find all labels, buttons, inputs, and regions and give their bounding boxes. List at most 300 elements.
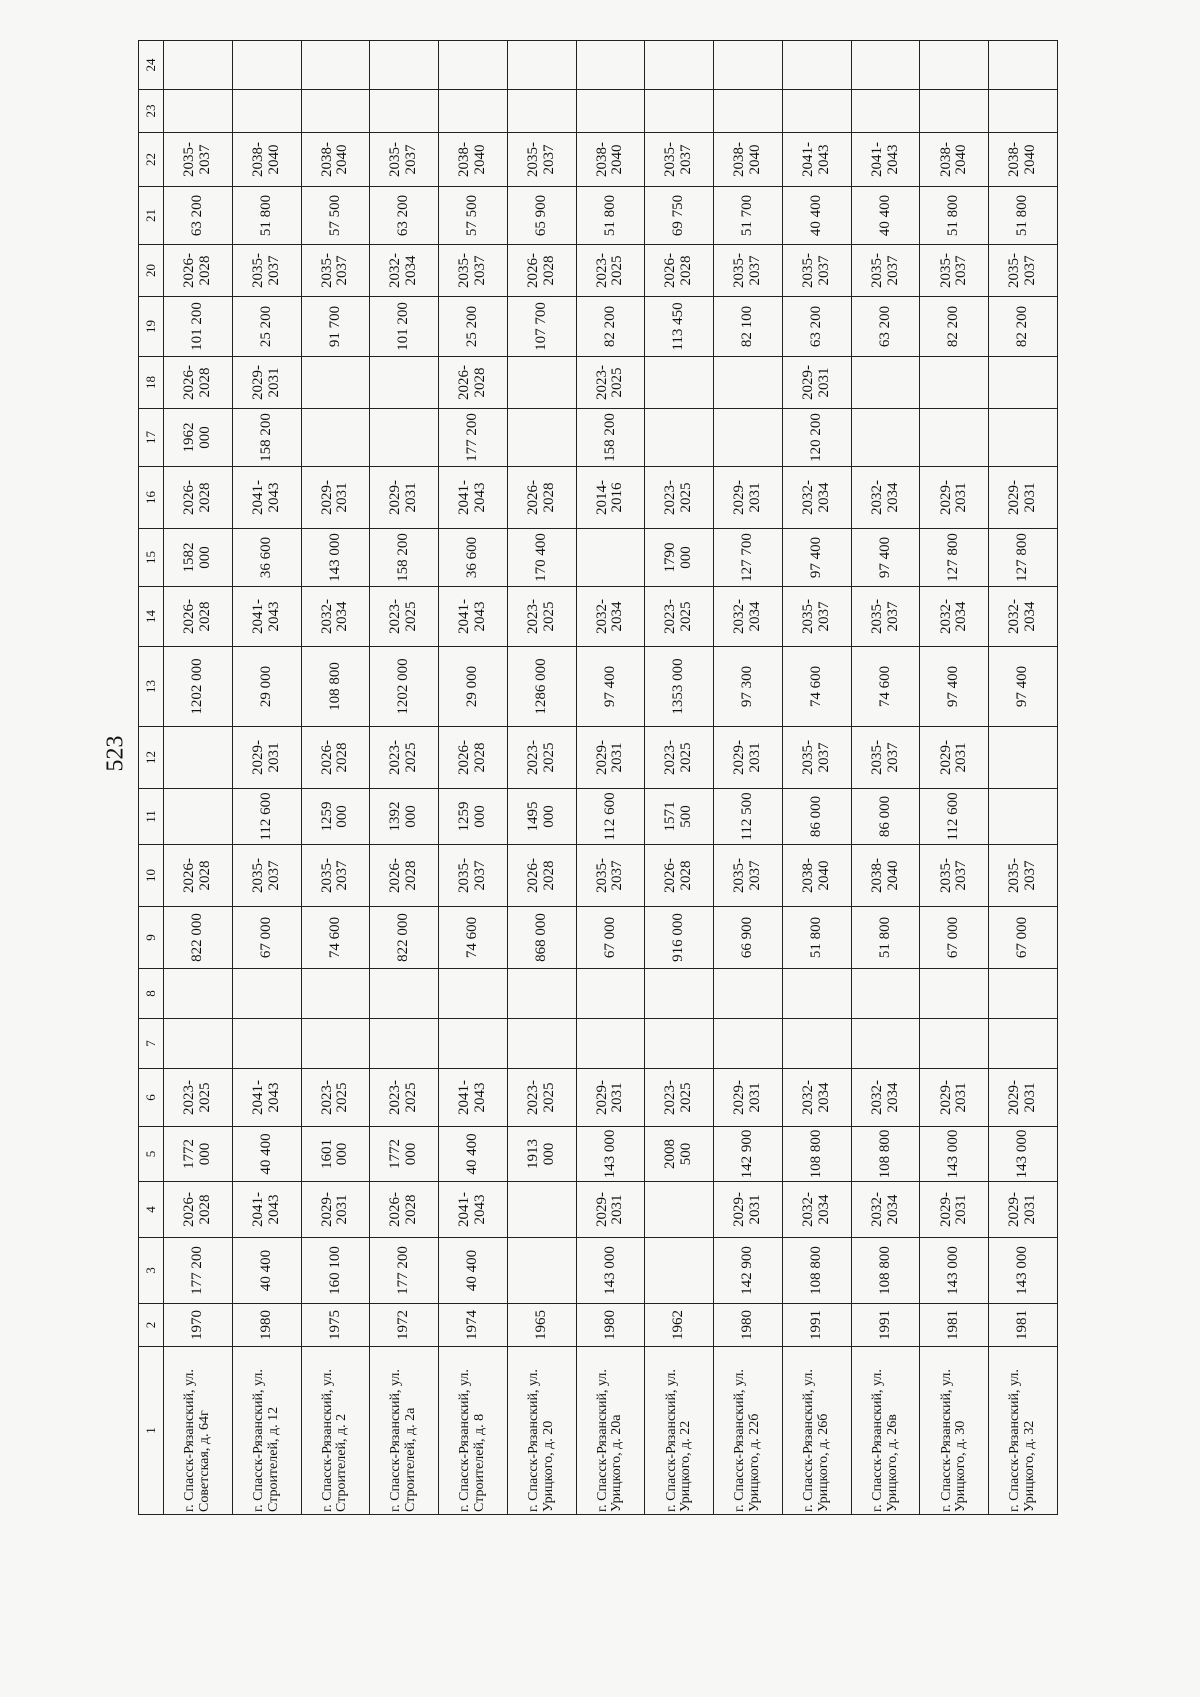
address-cell: г. Спасск-Рязанский, ул. Урицкого, д. 22б [714, 1347, 783, 1515]
column-header-5: 5 [139, 1127, 164, 1182]
table-cell: 2032-2034 [782, 467, 851, 529]
table-cell [576, 1019, 645, 1069]
table-cell: 67 000 [232, 907, 301, 969]
table-cell: 2038-2040 [920, 133, 989, 187]
table-cell: 2026-2028 [645, 245, 714, 297]
table-cell: 67 000 [920, 907, 989, 969]
table-cell: 25 200 [232, 297, 301, 357]
address-cell: г. Спасск-Рязанский, ул. Урицкого, д. 20 [507, 1347, 576, 1515]
table-cell [164, 969, 233, 1019]
table-cell: 2038-2040 [851, 845, 920, 907]
table-cell: 2035-2037 [370, 133, 439, 187]
table-cell: 158 200 [232, 409, 301, 467]
table-cell: 2035-2037 [164, 133, 233, 187]
address-cell: г. Спасск-Рязанский, ул. Строителей, д. 2 [301, 1347, 370, 1515]
table-cell: 2035-2037 [232, 245, 301, 297]
table-cell: 2029-2031 [576, 727, 645, 789]
table-cell [989, 1019, 1058, 1069]
table-cell: 40 400 [439, 1238, 508, 1304]
table-cell: 2035-2037 [920, 245, 989, 297]
table-cell: 36 600 [439, 529, 508, 587]
table-cell: 2032-2034 [301, 587, 370, 647]
table-cell: 2029-2031 [232, 357, 301, 409]
table-cell: 1772 000 [164, 1127, 233, 1182]
table-cell: 1991 [782, 1304, 851, 1347]
table-cell: 143 000 [301, 529, 370, 587]
table-cell: 2023-2025 [164, 1069, 233, 1127]
table-cell: 2029-2031 [714, 727, 783, 789]
table-cell: 1991 [851, 1304, 920, 1347]
table-cell: 2041-2043 [232, 587, 301, 647]
address-cell: г. Спасск-Рязанский, ул. Строителей, д. 2а [370, 1347, 439, 1515]
table-cell [920, 357, 989, 409]
table-cell: 1970 [164, 1304, 233, 1347]
table-cell: 1980 [576, 1304, 645, 1347]
table-cell [370, 41, 439, 90]
table-cell [714, 41, 783, 90]
table-cell: 2038-2040 [782, 845, 851, 907]
table-header-row [139, 41, 164, 1515]
table-cell: 1582 000 [164, 529, 233, 587]
table-cell: 112 600 [920, 789, 989, 845]
table-cell: 143 000 [989, 1127, 1058, 1182]
table-cell [782, 1019, 851, 1069]
table-cell: 2029-2031 [920, 1069, 989, 1127]
table-row [370, 41, 439, 1515]
table-row [576, 41, 645, 1515]
table-cell: 2032-2034 [576, 587, 645, 647]
table-cell: 108 800 [301, 647, 370, 727]
table-cell: 868 000 [507, 907, 576, 969]
table-cell [920, 41, 989, 90]
page-number: 523 [102, 735, 129, 772]
table-cell: 51 800 [232, 187, 301, 245]
table-cell: 67 000 [989, 907, 1058, 969]
table-cell: 916 000 [645, 907, 714, 969]
table-cell: 29 000 [232, 647, 301, 727]
table-cell: 2041-2043 [232, 1069, 301, 1127]
table-cell: 74 600 [782, 647, 851, 727]
table-cell: 2035-2037 [920, 845, 989, 907]
table-cell [576, 529, 645, 587]
table-cell: 51 800 [989, 187, 1058, 245]
table-cell: 2023-2025 [370, 727, 439, 789]
column-header-3: 3 [139, 1238, 164, 1304]
table-cell: 1981 [989, 1304, 1058, 1347]
table-cell: 1495 000 [507, 789, 576, 845]
table-cell: 2035-2037 [507, 133, 576, 187]
table-cell: 2035-2037 [782, 587, 851, 647]
table-cell [920, 969, 989, 1019]
table-cell [439, 969, 508, 1019]
table-cell [301, 41, 370, 90]
table-cell [576, 90, 645, 133]
table-cell [714, 409, 783, 467]
table-cell: 822 000 [164, 907, 233, 969]
table-cell: 2029-2031 [576, 1069, 645, 1127]
table-cell: 2023-2025 [507, 727, 576, 789]
table-cell: 2026-2028 [370, 845, 439, 907]
table-cell: 2041-2043 [232, 467, 301, 529]
table-cell: 69 750 [645, 187, 714, 245]
table-cell: 177 200 [439, 409, 508, 467]
table-cell [920, 1019, 989, 1069]
table-cell: 97 400 [782, 529, 851, 587]
address-cell: г. Спасск-Рязанский, ул. Урицкого, д. 26в [851, 1347, 920, 1515]
table-cell: 40 400 [232, 1127, 301, 1182]
table-cell: 82 200 [989, 297, 1058, 357]
column-header-12: 12 [139, 727, 164, 789]
table-cell: 97 400 [576, 647, 645, 727]
table-cell: 51 800 [851, 907, 920, 969]
table-cell: 2035-2037 [782, 245, 851, 297]
table-row [851, 41, 920, 1515]
table-cell [714, 90, 783, 133]
column-header-11: 11 [139, 789, 164, 845]
table-cell [645, 41, 714, 90]
column-header-16: 16 [139, 467, 164, 529]
table-cell: 57 500 [439, 187, 508, 245]
address-cell: г. Спасск-Рязанский, ул. Урицкого, д. 26б [782, 1347, 851, 1515]
column-header-22: 22 [139, 133, 164, 187]
table-cell: 2035-2037 [439, 845, 508, 907]
table-row [301, 41, 370, 1515]
table-cell [851, 1019, 920, 1069]
table-cell [989, 727, 1058, 789]
table-cell: 1353 000 [645, 647, 714, 727]
table-row [920, 41, 989, 1515]
table-cell: 97 300 [714, 647, 783, 727]
table-cell: 2038-2040 [439, 133, 508, 187]
table-cell: 2038-2040 [301, 133, 370, 187]
table-cell: 2032-2034 [851, 467, 920, 529]
table-cell: 2035-2037 [989, 245, 1058, 297]
table-cell: 1972 [370, 1304, 439, 1347]
table-cell [782, 969, 851, 1019]
table-cell: 2026-2028 [301, 727, 370, 789]
table-cell: 2035-2037 [645, 133, 714, 187]
table-cell: 2023-2025 [645, 467, 714, 529]
table-cell: 2032-2034 [782, 1069, 851, 1127]
table-cell: 82 200 [920, 297, 989, 357]
table-cell: 63 200 [851, 297, 920, 357]
table-cell [164, 90, 233, 133]
table-cell: 177 200 [164, 1238, 233, 1304]
table-cell: 142 900 [714, 1127, 783, 1182]
table-row [714, 41, 783, 1515]
table-cell: 112 600 [232, 789, 301, 845]
table-cell [989, 357, 1058, 409]
table-cell: 2026-2028 [164, 357, 233, 409]
column-header-10: 10 [139, 845, 164, 907]
table-cell: 2032-2034 [782, 1182, 851, 1238]
address-cell: г. Спасск-Рязанский, ул. Урицкого, д. 20а [576, 1347, 645, 1515]
table-cell: 1202 000 [370, 647, 439, 727]
table-cell: 2041-2043 [439, 1069, 508, 1127]
table-cell: 2032-2034 [370, 245, 439, 297]
table-cell: 2026-2028 [439, 727, 508, 789]
column-header-9: 9 [139, 907, 164, 969]
table-cell: 86 000 [782, 789, 851, 845]
table-cell [714, 357, 783, 409]
table-cell: 101 200 [164, 297, 233, 357]
table-cell: 127 800 [920, 529, 989, 587]
table-cell: 1962 [645, 1304, 714, 1347]
table-cell [576, 41, 645, 90]
address-cell: г. Спасск-Рязанский, ул. Строителей, д. 12 [232, 1347, 301, 1515]
table-cell: 2023-2025 [301, 1069, 370, 1127]
table-cell [507, 357, 576, 409]
table-cell: 127 700 [714, 529, 783, 587]
table-cell [507, 41, 576, 90]
column-header-4: 4 [139, 1182, 164, 1238]
table-cell [370, 409, 439, 467]
table-cell [645, 969, 714, 1019]
table-cell: 2029-2031 [370, 467, 439, 529]
table-cell: 82 200 [576, 297, 645, 357]
table-cell: 51 800 [576, 187, 645, 245]
table-cell [851, 409, 920, 467]
table-cell: 143 000 [920, 1127, 989, 1182]
table-cell: 51 700 [714, 187, 783, 245]
table-cell: 108 800 [782, 1238, 851, 1304]
column-header-13: 13 [139, 647, 164, 727]
table-cell: 40 400 [232, 1238, 301, 1304]
table-cell: 2041-2043 [439, 587, 508, 647]
table-cell: 143 000 [920, 1238, 989, 1304]
table-cell: 2032-2034 [851, 1069, 920, 1127]
table-cell: 2029-2031 [989, 1069, 1058, 1127]
table-cell: 2026-2028 [370, 1182, 439, 1238]
column-header-15: 15 [139, 529, 164, 587]
column-header-20: 20 [139, 245, 164, 297]
table-cell [370, 1019, 439, 1069]
table-cell: 142 900 [714, 1238, 783, 1304]
table-cell [301, 409, 370, 467]
address-cell: г. Спасск-Рязанский, ул. Советская, д. 64г [164, 1347, 233, 1515]
table-cell: 82 100 [714, 297, 783, 357]
column-header-14: 14 [139, 587, 164, 647]
table-cell [714, 969, 783, 1019]
column-header-8: 8 [139, 969, 164, 1019]
table-cell [989, 41, 1058, 90]
table-cell: 170 400 [507, 529, 576, 587]
table-cell [576, 969, 645, 1019]
table-cell: 2029-2031 [576, 1182, 645, 1238]
table-cell: 2026-2028 [164, 587, 233, 647]
table-cell: 1259 000 [301, 789, 370, 845]
table-cell: 2026-2028 [164, 467, 233, 529]
table-cell: 2035-2037 [851, 587, 920, 647]
table-cell [507, 1019, 576, 1069]
table-cell [920, 90, 989, 133]
rotated-table-container [138, 50, 1058, 1515]
table-cell [782, 41, 851, 90]
table-cell [439, 90, 508, 133]
table-cell: 158 200 [576, 409, 645, 467]
table-cell [232, 41, 301, 90]
table-cell: 2023-2025 [576, 357, 645, 409]
column-header-21: 21 [139, 187, 164, 245]
table-cell: 1980 [714, 1304, 783, 1347]
table-cell: 86 000 [851, 789, 920, 845]
table-cell: 2041-2043 [851, 133, 920, 187]
table-cell: 74 600 [301, 907, 370, 969]
table-cell [232, 90, 301, 133]
table-cell [370, 969, 439, 1019]
table-cell: 2041-2043 [439, 467, 508, 529]
table-cell [301, 969, 370, 1019]
table-cell [370, 357, 439, 409]
table-cell [507, 969, 576, 1019]
table-cell: 2032-2034 [714, 587, 783, 647]
table-cell: 2038-2040 [576, 133, 645, 187]
table-cell: 2035-2037 [851, 727, 920, 789]
table-cell: 2035-2037 [714, 245, 783, 297]
table-cell: 2014-2016 [576, 467, 645, 529]
table-row [232, 41, 301, 1515]
table-cell [164, 41, 233, 90]
table-cell: 2035-2037 [301, 245, 370, 297]
table-cell: 2029-2031 [920, 467, 989, 529]
table-cell: 177 200 [370, 1238, 439, 1304]
table-cell: 2032-2034 [851, 1182, 920, 1238]
table-cell [782, 90, 851, 133]
table-cell: 108 800 [851, 1127, 920, 1182]
table-cell: 1202 000 [164, 647, 233, 727]
table-cell [645, 357, 714, 409]
table-cell: 2026-2028 [439, 357, 508, 409]
table-wrapper [138, 50, 1058, 1515]
table-cell: 1980 [232, 1304, 301, 1347]
column-header-17: 17 [139, 409, 164, 467]
table-cell [714, 1019, 783, 1069]
table-cell: 158 200 [370, 529, 439, 587]
column-header-24: 24 [139, 41, 164, 90]
table-cell: 2041-2043 [232, 1182, 301, 1238]
table-cell: 1601 000 [301, 1127, 370, 1182]
table-cell: 1962 000 [164, 409, 233, 467]
table-cell: 120 200 [782, 409, 851, 467]
address-cell: г. Спасск-Рязанский, ул. Строителей, д. 8 [439, 1347, 508, 1515]
table-cell: 2023-2025 [507, 1069, 576, 1127]
table-cell: 2035-2037 [232, 845, 301, 907]
table-cell: 25 200 [439, 297, 508, 357]
table-cell: 2029-2031 [714, 467, 783, 529]
table-cell: 2038-2040 [989, 133, 1058, 187]
table-cell: 2041-2043 [439, 1182, 508, 1238]
table-cell: 1392 000 [370, 789, 439, 845]
table-cell [989, 969, 1058, 1019]
table-cell: 97 400 [989, 647, 1058, 727]
table-cell: 160 100 [301, 1238, 370, 1304]
table-cell: 1790 000 [645, 529, 714, 587]
table-cell: 67 000 [576, 907, 645, 969]
table-cell: 36 600 [232, 529, 301, 587]
data-table [138, 40, 1058, 1515]
table-cell [164, 1019, 233, 1069]
table-cell: 1772 000 [370, 1127, 439, 1182]
table-cell: 40 400 [851, 187, 920, 245]
table-cell: 2035-2037 [714, 845, 783, 907]
table-row [989, 41, 1058, 1515]
column-header-23: 23 [139, 90, 164, 133]
table-cell: 2008 500 [645, 1127, 714, 1182]
table-cell [232, 969, 301, 1019]
table-cell [301, 357, 370, 409]
table-cell: 2023-2025 [645, 587, 714, 647]
table-cell: 2029-2031 [714, 1069, 783, 1127]
table-cell: 2035-2037 [576, 845, 645, 907]
table-cell: 2026-2028 [164, 245, 233, 297]
table-cell: 101 200 [370, 297, 439, 357]
table-cell: 40 400 [782, 187, 851, 245]
table-cell: 57 500 [301, 187, 370, 245]
table-cell [851, 41, 920, 90]
table-cell [645, 409, 714, 467]
table-cell: 74 600 [439, 907, 508, 969]
table-cell: 1286 000 [507, 647, 576, 727]
table-cell: 97 400 [851, 529, 920, 587]
table-cell: 2029-2031 [989, 1182, 1058, 1238]
table-cell: 2026-2028 [507, 245, 576, 297]
table-cell: 822 000 [370, 907, 439, 969]
table-cell: 1259 000 [439, 789, 508, 845]
table-cell [989, 789, 1058, 845]
table-row [164, 41, 233, 1515]
table-cell [851, 90, 920, 133]
table-cell: 1913 000 [507, 1127, 576, 1182]
table-row [507, 41, 576, 1515]
table-cell [507, 90, 576, 133]
table-cell: 2029-2031 [714, 1182, 783, 1238]
table-cell: 2023-2025 [370, 1069, 439, 1127]
table-cell: 2023-2025 [370, 587, 439, 647]
table-cell: 1571 500 [645, 789, 714, 845]
table-cell: 1975 [301, 1304, 370, 1347]
table-cell: 2035-2037 [989, 845, 1058, 907]
table-cell: 1965 [507, 1304, 576, 1347]
table-cell [989, 90, 1058, 133]
table-cell: 2035-2037 [439, 245, 508, 297]
table-cell: 2029-2031 [782, 357, 851, 409]
table-cell: 40 400 [439, 1127, 508, 1182]
table-cell [851, 969, 920, 1019]
table-cell: 2038-2040 [232, 133, 301, 187]
table-cell: 108 800 [782, 1127, 851, 1182]
table-cell: 63 200 [782, 297, 851, 357]
column-header-1: 1 [139, 1347, 164, 1515]
table-cell: 63 200 [164, 187, 233, 245]
column-header-19: 19 [139, 297, 164, 357]
table-cell [164, 789, 233, 845]
table-cell: 2035-2037 [851, 245, 920, 297]
table-cell [645, 1182, 714, 1238]
table-cell [989, 409, 1058, 467]
column-header-2: 2 [139, 1304, 164, 1347]
table-cell: 2029-2031 [301, 1182, 370, 1238]
table-cell [920, 409, 989, 467]
table-cell: 2029-2031 [920, 727, 989, 789]
table-cell: 51 800 [782, 907, 851, 969]
table-cell: 2023-2025 [507, 587, 576, 647]
table-cell: 63 200 [370, 187, 439, 245]
table-cell: 113 450 [645, 297, 714, 357]
table-cell: 51 800 [920, 187, 989, 245]
table-body [164, 41, 1058, 1515]
address-cell: г. Спасск-Рязанский, ул. Урицкого, д. 22 [645, 1347, 714, 1515]
table-cell: 2035-2037 [782, 727, 851, 789]
